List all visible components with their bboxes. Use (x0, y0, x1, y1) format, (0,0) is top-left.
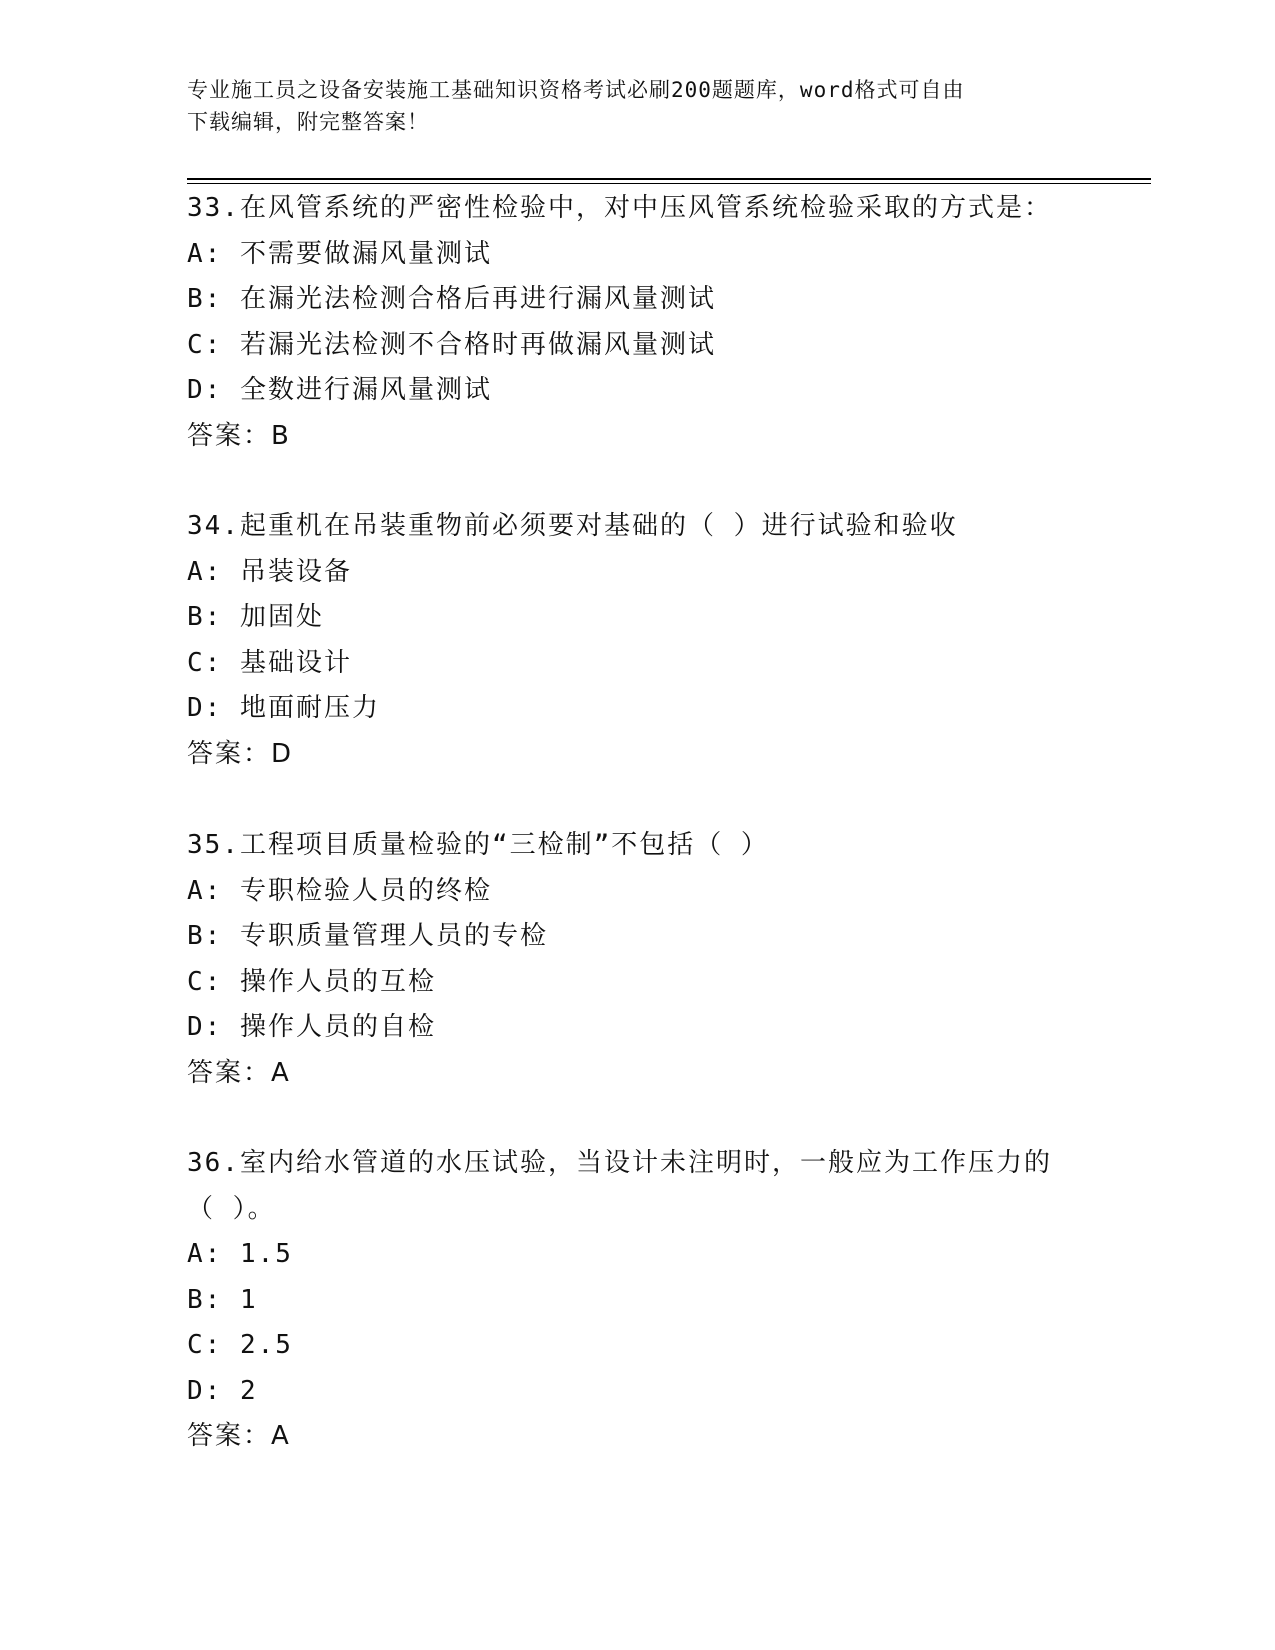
answer-line: 答案：A (187, 1421, 291, 1451)
option-b: B: 加固处 (187, 602, 324, 632)
question-stem: 33.在风管系统的严密性检验中，对中压风管系统检验采取的方式是： (187, 193, 1052, 223)
option-b: B: 在漏光法检测合格后再进行漏风量测试 (187, 284, 716, 314)
header-line-1: 专业施工员之设备安装施工基础知识资格考试必刷200题题库，word格式可自由 (187, 78, 965, 102)
option-d: D: 2 (187, 1375, 258, 1406)
question-34 (187, 504, 1087, 777)
option-a: A: 吊装设备 (187, 556, 352, 587)
answer-line: 答案：A (187, 1057, 291, 1088)
answer-line: 答案：B (187, 420, 291, 451)
option-c: C: 若漏光法检测不合格时再做漏风量测试 (187, 329, 716, 360)
question-33 (187, 186, 1087, 459)
option-a: A: 专职检验人员的终检 (187, 875, 492, 906)
question-35 (187, 823, 1087, 1096)
option-d: D: 地面耐压力 (187, 693, 380, 723)
option-c: C: 2.5 (187, 1330, 293, 1360)
question-stem: 35.工程项目质量检验的“三检制”不包括（ ） (187, 830, 769, 860)
question-36 (187, 1141, 1087, 1460)
option-c: C: 基础设计 (187, 647, 352, 678)
question-stem: 36.室内给水管道的水压试验，当设计未注明时，一般应为工作压力的 (187, 1148, 1052, 1178)
option-a: A: 1.5 (187, 1239, 293, 1269)
question-stem: 34.起重机在吊装重物前必须要对基础的（ ）进行试验和验收 (187, 511, 958, 541)
header-divider-thick (187, 178, 1151, 180)
option-d: D: 全数进行漏风量测试 (187, 375, 492, 405)
option-a: A: 不需要做漏风量测试 (187, 238, 492, 269)
header-line-2: 下载编辑，附完整答案！ (187, 110, 429, 134)
header-divider-thin (187, 183, 1151, 184)
option-b: B: 1 (187, 1284, 258, 1315)
document-header (187, 74, 1067, 138)
option-c: C: 操作人员的互检 (187, 966, 436, 997)
question-stem-continued: （ ）。 (187, 1193, 276, 1224)
option-b: B: 专职质量管理人员的专检 (187, 921, 548, 951)
answer-line: 答案：D (187, 738, 294, 769)
option-d: D: 操作人员的自检 (187, 1012, 436, 1042)
